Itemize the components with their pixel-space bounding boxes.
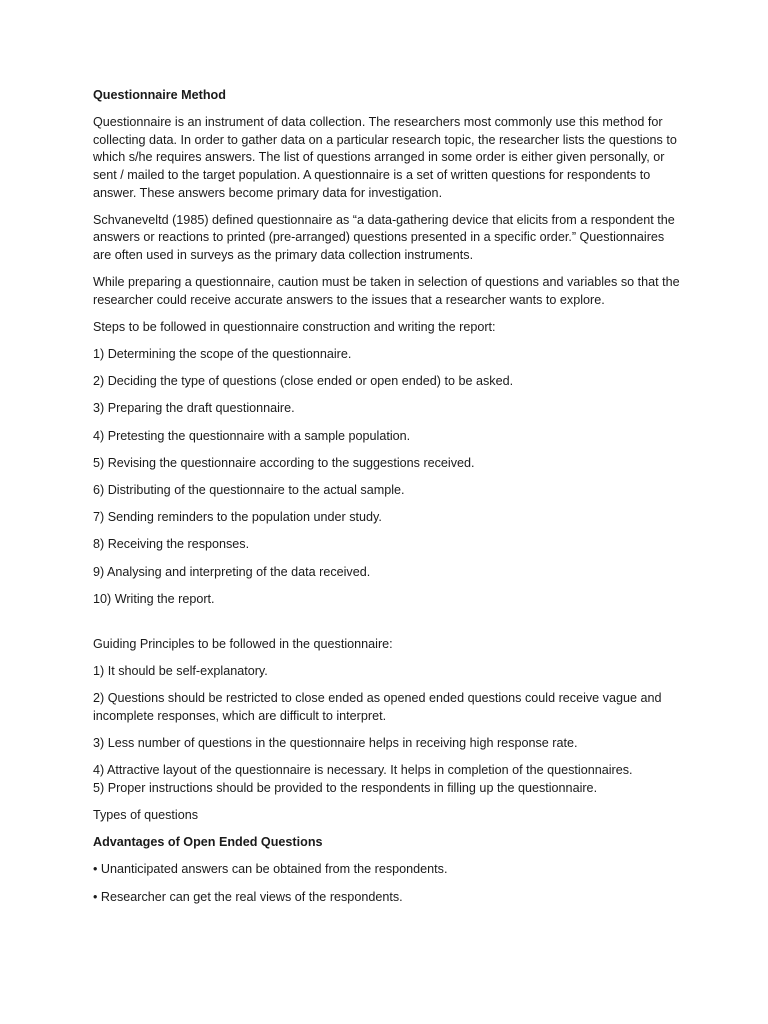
document-page [93, 87, 683, 916]
step-item: 9) Analysing and interpreting of the data received. [93, 564, 371, 579]
paragraph-schvaneveldt: Schvaneveltd (1985) defined questionnaire as “a data-gathering device that elicits from a respondent the answers or reactions to printed (pre-arranged) questions presented in a specific order.” Questionnaires are often used in surveys as the primary data collection instruments. [93, 212, 675, 262]
step-item: 1) Determining the scope of the questionnaire. [93, 347, 352, 362]
step-item: 4) Pretesting the questionnaire with a sample population. [93, 428, 411, 443]
bullet-item: • Unanticipated answers can be obtained from the respondents. [93, 862, 448, 877]
step-item: 5) Revising the questionnaire according to the suggestions received. [93, 455, 475, 470]
paragraph-definition: Questionnaire is an instrument of data collection. The researchers most commonly use this method for collecting data. In order to gather data on a particular research topic, the researcher lists the questions to which s/he requires answers. The list of questions arranged in some order is either given personally, or sent / mailed to the target population. A questionnaire is a set of written questions for respondents to answer. These answers become primary data for investigation. [93, 115, 677, 200]
principle-item: 4) Attractive layout of the questionnaire is necessary. It helps in completion of the questionnaires. [93, 763, 633, 778]
principle-item: 1) It should be self-explanatory. [93, 664, 268, 679]
principles-heading: Guiding Principles to be followed in the questionnaire: [93, 636, 393, 651]
blank-line [93, 618, 683, 636]
types-heading: Types of questions [93, 808, 199, 823]
step-item: 8) Receiving the responses. [93, 537, 250, 552]
steps-heading: Steps to be followed in questionnaire construction and writing the report: [93, 319, 496, 334]
step-item: 6) Distributing of the questionnaire to the actual sample. [93, 483, 405, 498]
bullet-item: • Researcher can get the real views of the respondents. [93, 889, 403, 904]
step-item: 3) Preparing the draft questionnaire. [93, 401, 295, 416]
step-item: 2) Deciding the type of questions (close ended or open ended) to be asked. [93, 374, 514, 389]
paragraph-caution: While preparing a questionnaire, caution must be taken in selection of questions and variables so that the researcher could receive accurate answers to the issues that a researcher wants to explore. [93, 275, 680, 307]
principle-item: 2) Questions should be restricted to close ended as opened ended questions could receive vague and incomplete responses, which are difficult to interpret. [93, 691, 662, 723]
open-ended-heading: Advantages of Open Ended Questions [93, 835, 323, 850]
step-item: 10) Writing the report. [93, 591, 215, 606]
document-title: Questionnaire Method [93, 88, 226, 102]
principle-item: 3) Less number of questions in the questionnaire helps in receiving high response rate. [93, 736, 578, 751]
step-item: 7) Sending reminders to the population under study. [93, 510, 382, 525]
principle-item: 5) Proper instructions should be provided to the respondents in filling up the questionnaire. [93, 780, 598, 795]
